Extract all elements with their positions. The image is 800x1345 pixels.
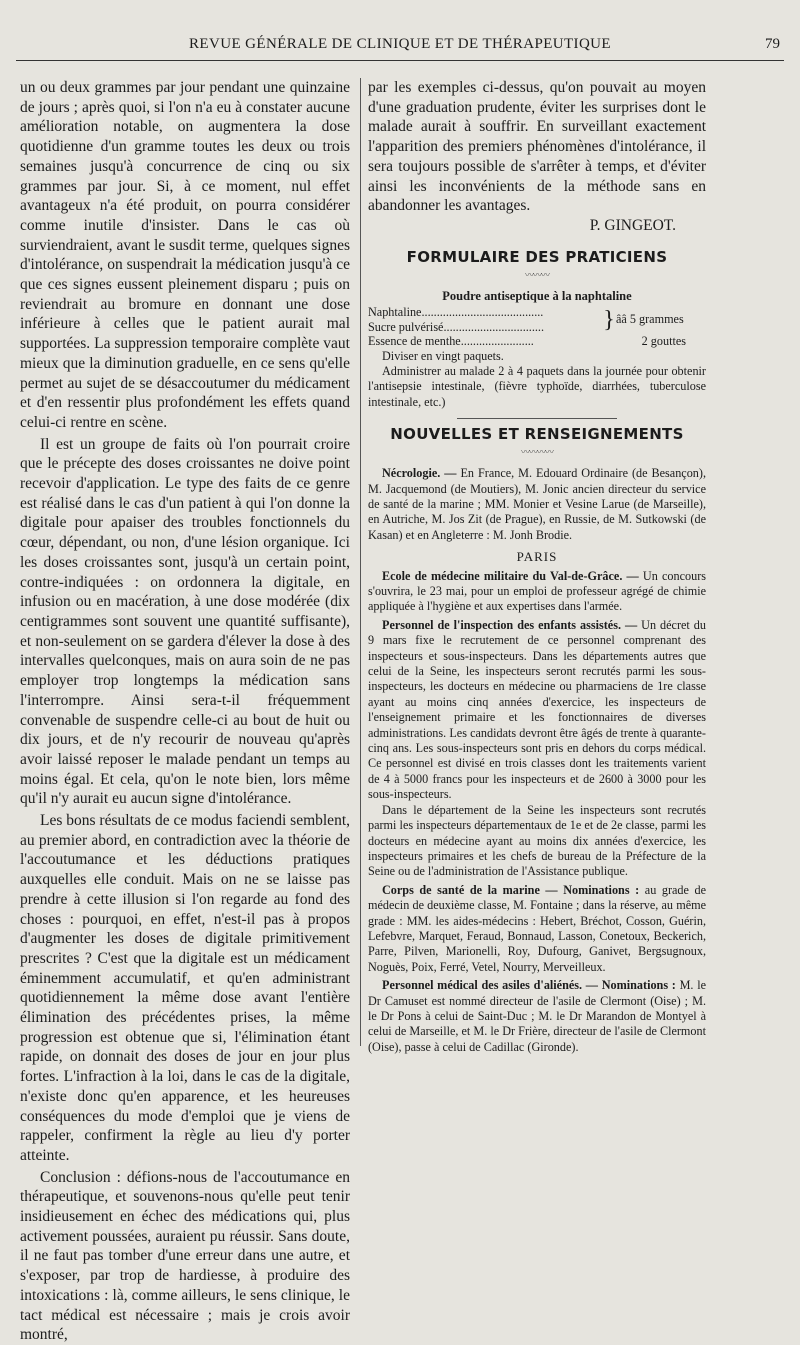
recipe-instruction: Administrer au malade 2 à 4 paquets dans la journée pour obtenir l'antisepsie intestinale, (fièvre typhoïde, diarrhées, tuberculose intestinale, etc.): [368, 363, 706, 409]
news-item-lead: Personnel de l'inspection des enfants assistés. —: [382, 617, 638, 632]
separator-rule: [457, 418, 617, 419]
news-item-text: Dans le département de la Seine les inspecteurs sont recrutés parmi les inspecteurs départementaux de 1e et de 2e classe, parmi les docteurs en médecine ayant au moins dix années d'exercice, les inspecteurs primaires et les chefs de bureau de la Préfecture de la Seine ou de l'administration de l'Assistance publique.: [368, 802, 706, 879]
paragraph: Les bons résultats de ce modus faciendi semblent, au premier abord, en contradiction avec la théorie de l'accoutumance et les déductions pratiques auxquelles elle conduit. Mais on ne se laisse pas prendre à cette illusion si l'on regarde au fond des choses : pourquoi, en effet, n'est-il pas à propos d'augmenter les doses de digitale primitivement prescrites ? C'est que la digitale est un médicament éminemment accumulatif, et qu'en administrant quotidiennement la même dose avant l'entière élimination des précédentes prises, la même progression est obtenue que si, l'élimination étant rapide, on donnait des doses de jour en jour plus fortes. L'infraction à la loi, dans le cas de la digitale, n'existe donc qu'en apparence, et les heureuses conséquences du mode d'emploi que je viens de rappeler, confirment la règle au lieu d'y porter atteinte.: [20, 812, 350, 1164]
brace: }: [603, 306, 615, 333]
news-section: [368, 466, 706, 1055]
news-item-text: Un concours s'ouvrira, le 23 mai, pour un emploi de professeur agrégé de chimie appliquée à l'hygiène et aux expertises dans l'armée.: [368, 568, 706, 614]
news-item: [368, 466, 706, 543]
article-conclusion: [368, 78, 706, 236]
news-item: [368, 569, 706, 615]
ingredient-name: Naphtaline........................................: [368, 305, 544, 320]
news-item: [368, 618, 706, 803]
news-item-lead: Personnel médical des asiles d'aliénés. — Nominations :: [382, 978, 676, 993]
ingredient-row: [368, 305, 706, 320]
ingredient-qty: 2 gouttes: [641, 334, 686, 349]
ingredient-name: Essence de menthe........................: [368, 334, 534, 349]
right-column: [368, 78, 706, 1056]
recipe: [368, 289, 706, 411]
column-divider: [360, 78, 361, 1046]
news-item: [368, 883, 706, 975]
news-item: [368, 978, 706, 1055]
ingredient-table: [368, 305, 706, 349]
paragraph: Il est un groupe de faits où l'on pourrait croire que le précepte des doses croissantes ne doive point recevoir d'application. Le type des faits de ce genre est réalisé dans le cas d'un patient à qui l'on donne la digitale pour apaiser des troubles fonctionnels du cœur, dépendant, ou non, d'une lésion organique. Ici les doses croissantes sont, jusqu'à un certain point, contre-indiquées : on ordonnera la digitale, en infusion ou en macération, à une dose modérée (dix centigrammes sont souvent une quantité suffisante), et non-seulement on se gardera d'élever la dose à des intervalles quelconques, mais on aura soin de ne pas employer trop longtemps la médication sans l'interrompre. Ainsi sera-t-il fréquemment convenable de suspendre celle-ci au bout de huit ou dix jours, et de n'y recourir de nouveau qu'après avoir laissé reposer le malade pendant un temps au moins égal. Et cela, qu'on le note bien, lors même qu'il n'y aurait eu aucun signe d'intolérance.: [20, 435, 350, 808]
news-item: [368, 803, 706, 880]
news-item-lead: Ecole de médecine militaire du Val-de-Grâce. —: [382, 568, 639, 583]
ornament-rule: 〰〰〰〰: [520, 448, 553, 459]
news-item-text: M. le Dr Camuset est nommé directeur de l'asile de Clermont (Oise) ; M. le Dr Pons à celui de Saint-Duc ; M. le Dr Marandon de Montyel à celui de Marseille, et M. le Dr Frière, directeur de l'asile de Clermont (Oise), passe à celui de Cadillac (Gironde).: [368, 978, 706, 1054]
recipe-title: Poudre antiseptique à la naphtaline: [442, 288, 632, 303]
news-item-text: au grade de médecin de deuxième classe, M. Fontaine ; dans la réserve, au même grade : MM. les aides-médecins : Hebert, Bréchot, Cosson, Guérin, Lefebvre, Marquet, Feraud, Bonnaud, Lasson, Conetoux, Beckerich, Parre, Pilven, Marionelli, Roy, Dufourg, Ganivet, Bergsugnoux, Noguès, Poix, Ferré, Vetel, Nourry, Merveilleux.: [368, 882, 707, 974]
section-heading-formulaire: FORMULAIRE DES PRATICIENS: [406, 247, 668, 266]
news-item-text: En France, M. Edouard Ordinaire (de Besançon), M. Jacquemond (de Moutiers), M. Jonic ancien directeur du service de santé de la marine ; MM. Monier et Vesine Larue (de Marseille), en Autriche, M. Jos Zit (de Prague), en Russie, de M. Sutkowski (de Kasan) et en Angleterre : M. Jonh Brodie.: [368, 466, 706, 542]
paris-subheading: PARIS: [516, 549, 558, 565]
ingredient-row: [368, 334, 706, 349]
running-header: [16, 36, 784, 61]
ingredient-name: Sucre pulvérisé.................................: [368, 319, 545, 334]
news-item-lead: Nécrologie. —: [382, 466, 457, 481]
author-signature: P. GINGEOT.: [589, 216, 676, 234]
paragraph: un ou deux grammes par jour pendant une quinzaine de jours ; après quoi, si l'on n'a eu à constater aucune amélioration notable, on augmentera la dose quotidienne d'un gramme toutes les deux ou trois semaines jusqu'à concurrence de cinq ou six grammes par jour. Si, à ce moment, nul effet avantageux n'a été produit, on pourra considérer comme inutile d'insister. Dans le cas où surviendraient, avant le susdit terme, quelques signes d'intolérance, on suspendrait la médication jusqu'à ce que ces signes eussent pleinement disparu ; puis on reviendrait au bromure en donnant une dose inférieure à celles que le patient aurait mal supportées. La suppression temporaire complète vaut mieux que la diminution graduelle, en ce sens qu'elle permet au sujet de se désaccoutumer du médicament et d'en ressentir plus profondément les effets quand celui-ci rentre en scène.: [20, 79, 350, 431]
recipe-instruction: Diviser en vingt paquets.: [382, 348, 504, 363]
paragraph: Conclusion : défions-nous de l'accoutumance en thérapeutique, et souvenons-nous qu'elle peut tenir insidieusement en échec des médications qui, plus activement poussées, auraient pu réussir. Sans doute, il ne faut pas tomber d'une erreur dans une autre, et s'exposer, par trop de hardiesse, à produire des intoxications : là, comme ailleurs, le sens clinique, le tact médical est nécessaire ; mais je crois avoir montré,: [20, 1168, 350, 1344]
ornament-rule: 〰〰〰: [524, 270, 549, 281]
page-number: 79: [765, 36, 780, 52]
journal-title: REVUE GÉNÉRALE DE CLINIQUE ET DE THÉRAPEUTIQUE: [189, 36, 611, 52]
section-heading-nouvelles: NOUVELLES ET RENSEIGNEMENTS: [390, 425, 684, 444]
paragraph: par les exemples ci-dessus, qu'on pouvait au moyen d'une graduation prudente, éviter les surprises dont le malade aurait à souffrir. En surveillant exactement l'apparition des premiers phénomènes d'intolérance, il sera toujours possible de s'arrêter à temps, et d'éviter ainsi les inconvénients de la méthode sans en abandonner les avantages.: [368, 79, 706, 215]
news-item-text: Un décret du 9 mars fixe le recrutement de ce personnel comprenant des inspecteurs et sous-inspecteurs. Dans les départements autres que celui de la Seine, les inspecteurs seront recrutés parmi les sous-inspecteurs, les docteurs en médecine ou pharmaciens de 1re classe ayant au moins cinq années d'exercice, les inspecteurs de l'enseignement primaire et les fonctionnaires de diverses administrations. Les candidats devront être âgés de trente à quarante-cinq ans. Les sous-inspecteurs sont pris en dehors du corps médical. Ce personnel est divisé en trois classes dont les traitements varient de 4 à 5000 francs pour les inspecteurs et de 2600 à 3000 pour les sous-inspecteurs.: [368, 617, 706, 802]
left-column: [20, 78, 350, 1344]
ingredient-qty: ââ 5 grammes: [616, 312, 684, 327]
news-item-lead: Corps de santé de la marine — Nominations :: [382, 882, 640, 897]
